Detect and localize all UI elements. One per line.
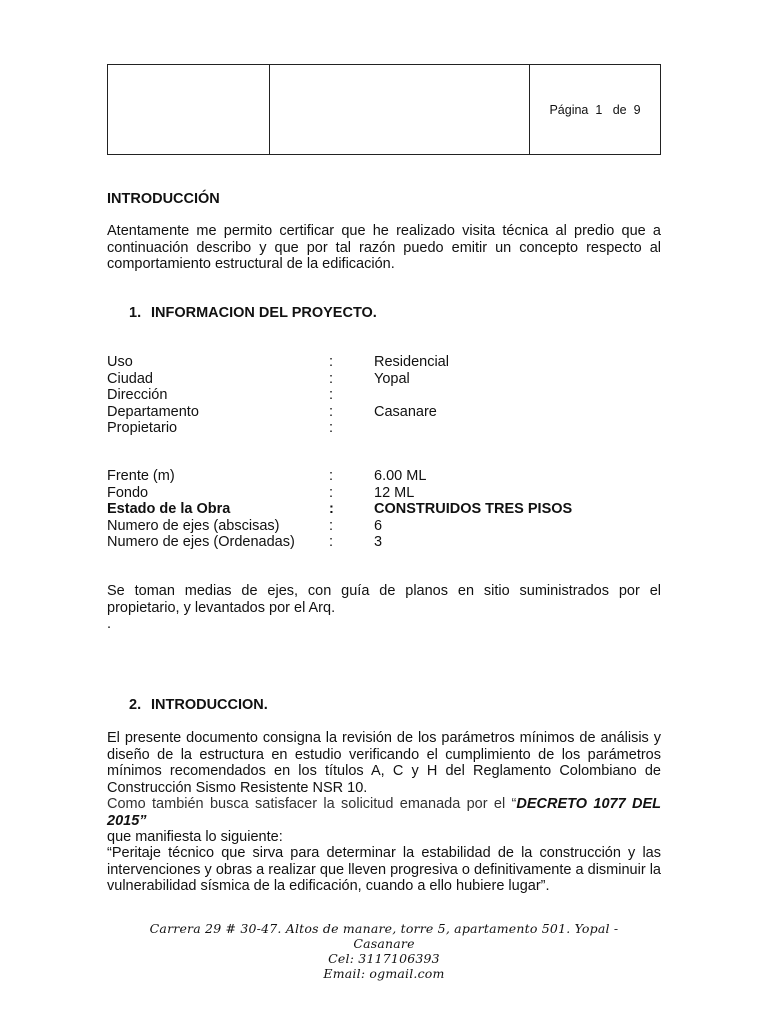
field-label: Departamento	[107, 403, 199, 420]
field-value: 6	[374, 517, 383, 534]
field-label: Dirección	[107, 387, 168, 403]
field-label: Estado de la Obra	[107, 501, 231, 517]
field-value: 12 ML	[374, 484, 415, 501]
section-2-title: INTRODUCCION.	[151, 697, 268, 713]
decree-close-quote: ”	[139, 812, 147, 829]
footer-address: Carrera 29 # 30-47. Altos de manare, torre 5, apartamento 501. Yopal -	[149, 921, 619, 936]
field-row	[107, 468, 661, 485]
field-value: 3	[374, 534, 383, 550]
header-title-cell	[270, 65, 530, 154]
page-number: 1	[595, 102, 603, 117]
page-of-label: de	[612, 102, 627, 117]
header-page-cell	[530, 65, 660, 154]
field-value: CONSTRUIDOS TRES PISOS	[374, 501, 573, 517]
header-logo-cell	[108, 65, 270, 154]
section-2-paragraph-1: El presente documento consigna la revisión de los parámetros mínimos de análisis y diseño de la estructura en estudio verificando el cumplimiento de los parámetros mínimos recomendados en los títulos A, C y H del Reglamento Colombiano de Construcción Sismo Resistente NSR 10.	[107, 730, 661, 796]
field-separator: :	[329, 370, 334, 387]
field-row	[107, 518, 661, 535]
field-separator: :	[329, 501, 334, 517]
section-2-quote: “Peritaje técnico que sirva para determinar la estabilidad de la construcción y las intervenciones y obras a realizar que lleven progresiva o definitivamente a disminuir la vulnerabilidad sísmica de la edificación, cuando a ello hubiere lugar”.	[107, 845, 661, 894]
field-value: 6.00 ML	[374, 468, 427, 484]
field-value: Casanare	[374, 403, 437, 420]
field-separator: :	[329, 468, 334, 484]
section-1-number: 1.	[129, 305, 142, 321]
decree-name: DECRETO 1077 DEL 2015	[107, 796, 661, 829]
field-row	[107, 485, 661, 502]
decree-prefix: Como también busca satisfacer la solicitud emanada por el “	[107, 796, 517, 812]
header-table	[107, 64, 661, 155]
section-1-note: Se toman medias de ejes, con guía de planos en sitio suministrados por el propietario, y levantados por el Arq.	[107, 583, 661, 616]
section-2-paragraph-2	[107, 796, 661, 846]
intro-paragraph: Atentamente me permito certificar que he realizado visita técnica al predio que a continuación describo y que por tal razón puedo emitir un concepto respecto al comportamiento estructural de la edificación.	[107, 223, 661, 272]
field-label: Uso	[107, 354, 133, 370]
field-row	[107, 420, 661, 437]
field-row	[107, 534, 661, 551]
footer-phone: Cel: 3117106393	[328, 951, 440, 966]
field-separator: :	[329, 484, 334, 501]
field-row	[107, 404, 661, 421]
field-separator: :	[329, 403, 334, 420]
field-label: Numero de ejes (abscisas)	[107, 517, 280, 534]
section-2-number: 2.	[129, 697, 142, 713]
page-label: Página	[549, 102, 589, 117]
footer-email: Email: ogmail.com	[323, 966, 445, 981]
section-2-heading	[129, 697, 268, 713]
section-1-dot: .	[107, 616, 112, 632]
field-row	[107, 501, 661, 518]
section-1-title: INFORMACION DEL PROYECTO.	[151, 305, 377, 321]
field-label: Numero de ejes (Ordenadas)	[107, 534, 295, 550]
intro-heading: INTRODUCCIÓN	[107, 191, 220, 207]
field-label: Frente (m)	[107, 468, 175, 484]
field-separator: :	[329, 354, 334, 370]
field-label: Ciudad	[107, 370, 153, 387]
field-label: Propietario	[107, 420, 178, 436]
field-row	[107, 354, 661, 371]
field-label: Fondo	[107, 484, 149, 501]
field-value: Residencial	[374, 354, 449, 370]
section-1-heading	[129, 305, 377, 321]
field-row	[107, 387, 661, 404]
field-separator: :	[329, 534, 334, 550]
footer-city: Casanare	[353, 936, 415, 951]
field-separator: :	[329, 420, 334, 436]
page-total: 9	[633, 102, 641, 117]
decree-suffix: que manifiesta lo siguiente:	[107, 829, 283, 845]
field-row	[107, 371, 661, 388]
field-value: Yopal	[374, 370, 410, 387]
footer	[107, 921, 661, 981]
field-separator: :	[329, 387, 334, 403]
field-separator: :	[329, 517, 334, 534]
